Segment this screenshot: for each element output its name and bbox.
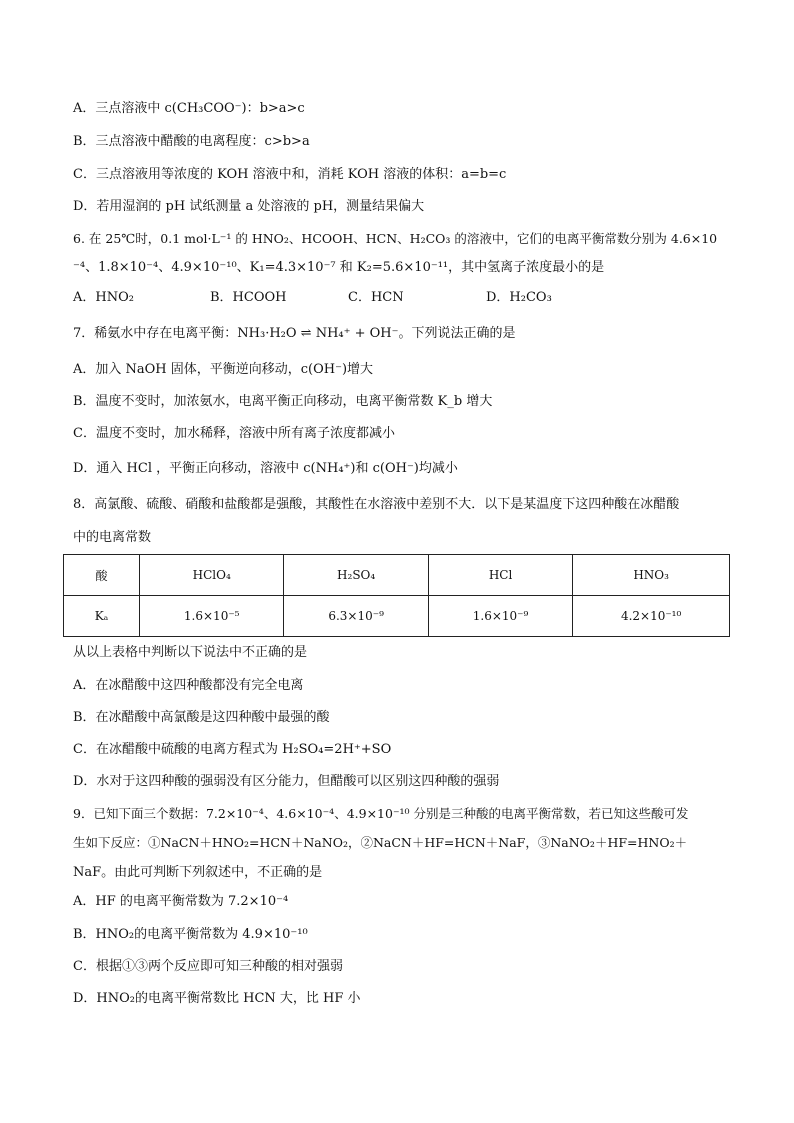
q8-after-table: 从以上表格中判断以下说法中不正确的是 <box>73 645 308 660</box>
q5-option-c: C．三点溶液用等浓度的 KOH 溶液中和，消耗 KOH 溶液的体积：a=b=c <box>73 167 507 182</box>
q9-option-a: A．HF 的电离平衡常数为 7.2×10⁻⁴ <box>73 894 289 909</box>
table-cell: 6.3×10⁻⁹ <box>284 596 428 637</box>
table-cell: 酸 <box>64 555 140 596</box>
q7-option-d: D．通入 HCl ，平衡正向移动，溶液中 c(NH₄⁺)和 c(OH⁻)均减小 <box>73 461 458 476</box>
table-row <box>64 596 730 637</box>
table-header-row <box>64 555 730 596</box>
q6-option-b: B．HCOOH <box>210 290 287 305</box>
table-cell: HClO₄ <box>140 555 284 596</box>
q8-stem-line1: 8．高氯酸、硫酸、硝酸和盐酸都是强酸，其酸性在水溶液中差别不大．以下是某温度下这四种酸在冰醋酸 <box>73 497 680 512</box>
q8-option-a: A．在冰醋酸中这四种酸都没有完全电离 <box>73 678 304 693</box>
q8-option-d: D．水对于这四种酸的强弱没有区分能力，但醋酸可以区别这四种酸的强弱 <box>73 774 500 789</box>
q6-stem-line1: 6. 在 25℃时，0.1 mol·L⁻¹ 的 HNO₂、HCOOH、HCN、H₂CO₃ 的溶液中，它们的电离平衡常数分别为 4.6×10 <box>73 231 718 246</box>
table-cell: HNO₃ <box>573 555 730 596</box>
q8-option-b: B．在冰醋酸中高氯酸是这四种酸中最强的酸 <box>73 710 330 725</box>
q6-option-c: C．HCN <box>348 290 404 305</box>
q6-option-a: A．HNO₂ <box>73 290 134 305</box>
table-cell: HCl <box>428 555 572 596</box>
q5-option-a: A．三点溶液中 c(CH₃COO⁻)：b>a>c <box>73 101 305 116</box>
q9-option-b: B．HNO₂的电离平衡常数为 4.9×10⁻¹⁰ <box>73 927 308 942</box>
table-cell: Kₐ <box>64 596 140 637</box>
q7-option-b: B．温度不变时，加浓氨水，电离平衡正向移动，电离平衡常数 K_b 增大 <box>73 394 493 409</box>
q9-stem-line1: 9．已知下面三个数据：7.2×10⁻⁴、4.6×10⁻⁴、4.9×10⁻¹⁰ 分别是三种酸的电离平衡常数，若已知这些酸可发 <box>73 806 689 821</box>
q6-stem-line2: ⁻⁴、1.8×10⁻⁴、4.9×10⁻¹⁰、K₁=4.3×10⁻⁷ 和 K₂=5.6×10⁻¹¹，其中氢离子浓度最小的是 <box>73 260 605 275</box>
q7-option-c: C．温度不变时，加水稀释，溶液中所有离子浓度都减小 <box>73 426 395 441</box>
q8-option-c: C．在冰醋酸中硫酸的电离方程式为 H₂SO₄=2H⁺+SO <box>73 742 392 757</box>
q9-option-c: C．根据①③两个反应即可知三种酸的相对强弱 <box>73 959 343 974</box>
table-cell: 1.6×10⁻⁹ <box>428 596 572 637</box>
q9-option-d: D．HNO₂的电离平衡常数比 HCN 大，比 HF 小 <box>73 991 361 1006</box>
q5-option-b: B．三点溶液中醋酸的电离程度：c>b>a <box>73 134 310 149</box>
q6-option-d: D．H₂CO₃ <box>486 290 552 305</box>
q9-stem-line2: 生如下反应：①NaCN＋HNO₂=HCN＋NaNO₂，②NaCN＋HF=HCN＋NaF，③NaNO₂＋HF=HNO₂＋ <box>73 835 688 850</box>
q7-option-a: A．加入 NaOH 固体，平衡逆向移动，c(OH⁻)增大 <box>73 362 374 377</box>
q8-stem-line2: 中的电离常数 <box>73 530 152 545</box>
table-cell: 4.2×10⁻¹⁰ <box>573 596 730 637</box>
q5-option-d: D．若用湿润的 pH 试纸测量 a 处溶液的 pH，测量结果偏大 <box>73 199 425 214</box>
table-cell: 1.6×10⁻⁵ <box>140 596 284 637</box>
q9-stem-line3: NaF。由此可判断下列叙述中，不正确的是 <box>73 865 323 880</box>
q7-stem: 7．稀氨水中存在电离平衡：NH₃·H₂O ⇌ NH₄⁺ + OH⁻。下列说法正确的是 <box>73 326 516 341</box>
ka-table <box>63 554 730 637</box>
table-cell: H₂SO₄ <box>284 555 428 596</box>
